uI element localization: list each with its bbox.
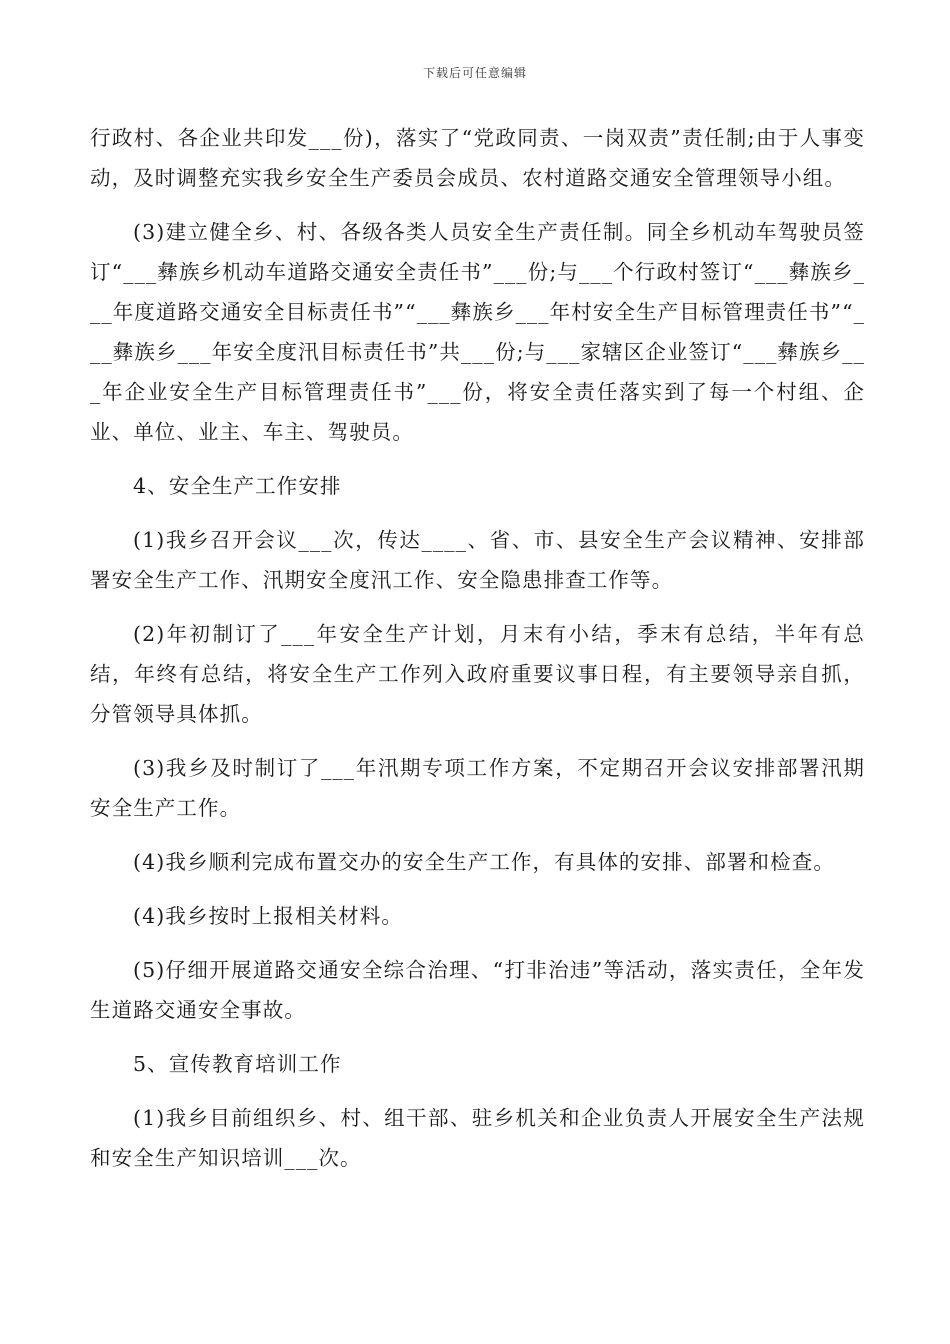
paragraph-training: (1)我乡目前组织乡、村、组干部、驻乡机关和企业负责人开展安全生产法规和安全生产知识培训___次。 [90, 1106, 865, 1170]
paragraph-report-materials: (4)我乡按时上报相关材料。 [133, 904, 403, 928]
paragraph-annual-plan: (2)年初制订了___年安全生产计划，月末有小结，季末有总结，半年有总结，年终有总结，将安全生产工作列入政府重要议事日程，有主要领导亲自抓，分管领导具体抓。 [90, 622, 865, 726]
paragraph-traffic-safety: (5)仔细开展道路交通安全综合治理、“打非治违”等活动，落实责任，全年发生道路交通安全事故。 [90, 958, 865, 1022]
section-heading-5: 5、宣传教育培训工作 [133, 1052, 342, 1076]
paragraph-task-completion: (4)我乡顺利完成布置交办的安全生产工作，有具体的安排、部署和检查。 [133, 850, 835, 874]
paragraph-continuation: 行政村、各企业共印发___份)，落实了“党政同责、一岗双责”责任制;由于人事变动，及时调整充实我乡安全生产委员会成员、农村道路交通安全管理领导小组。 [90, 126, 865, 190]
paragraph-flood-plan: (3)我乡及时制订了___年汛期专项工作方案，不定期召开会议安排部署汛期安全生产工作。 [90, 756, 865, 820]
paragraph-meetings: (1)我乡召开会议___次，传达____、省、市、县安全生产会议精神、安排部署安全生产工作、汛期安全度汛工作、安全隐患排查工作等。 [90, 528, 865, 592]
paragraph-responsibility-system: (3)建立健全乡、村、各级各类人员安全生产责任制。同全乡机动车驾驶员签订“___彝族乡机动车道路交通安全责任书”___份;与___个行政村签订“___彝族乡___年度道路交通安全目标责任书”“___彝族乡___年村安全生产目标管理责任书”“___彝族乡___年安全度汛目标责任书”共___份;与___家辖区企业签订“___彝族乡___年企业安全生产目标管理责任书”___份，将安全责任落实到了每一个村组、企业、单位、业主、车主、驾驶员。 [90, 220, 865, 444]
section-heading-4: 4、安全生产工作安排 [133, 474, 342, 498]
document-body [90, 118, 865, 1192]
page-header: 下载后可任意编辑 [422, 66, 527, 80]
